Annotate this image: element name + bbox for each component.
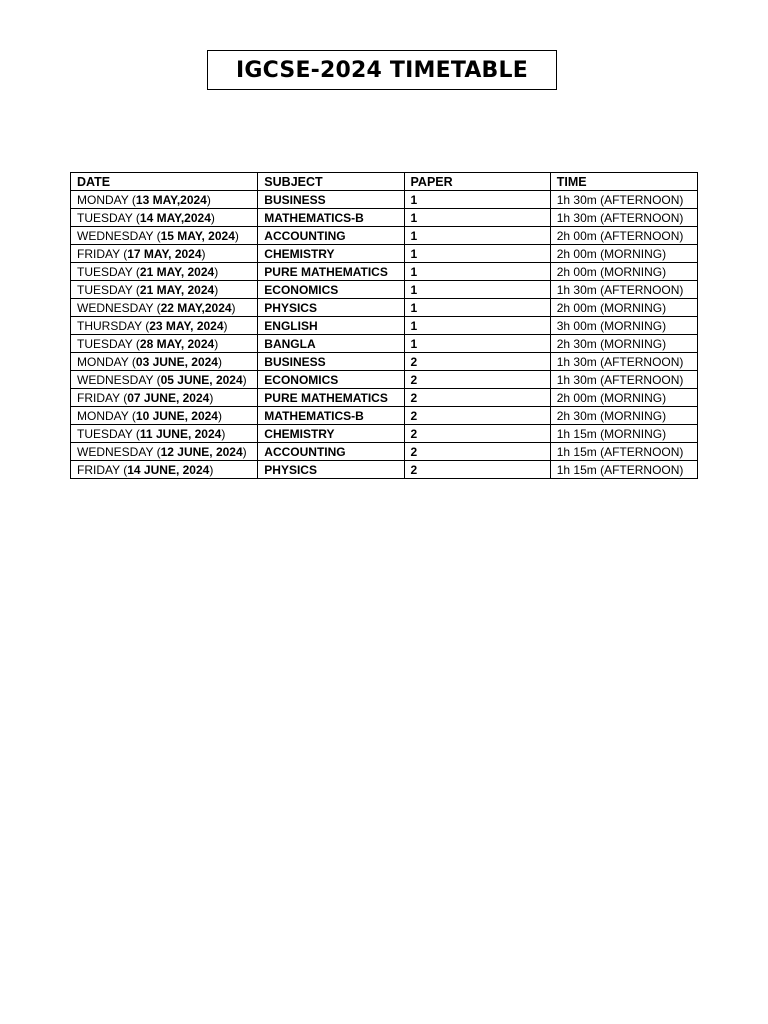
cell-day-name: FRIDAY bbox=[77, 246, 120, 261]
cell-day-name: FRIDAY bbox=[77, 390, 120, 405]
cell-time: 1h 15m (MORNING) bbox=[550, 425, 697, 443]
table-row bbox=[71, 407, 698, 425]
table-row bbox=[71, 245, 698, 263]
cell-date-value: 15 MAY, 2024 bbox=[160, 228, 235, 243]
table-row bbox=[71, 227, 698, 245]
cell-subject: ACCOUNTING bbox=[258, 227, 404, 245]
header-date: DATE bbox=[71, 173, 258, 191]
cell-paper: 2 bbox=[404, 425, 550, 443]
cell-day-name: MONDAY bbox=[77, 354, 129, 369]
cell-day-name: TUESDAY bbox=[77, 426, 133, 441]
cell-date-value: 21 MAY, 2024 bbox=[139, 264, 215, 279]
cell-subject: PURE MATHEMATICS bbox=[258, 263, 404, 281]
cell-subject: ENGLISH bbox=[258, 317, 404, 335]
cell-date-value: 11 JUNE, 2024 bbox=[139, 426, 222, 441]
table-row bbox=[71, 317, 698, 335]
table-row bbox=[71, 299, 698, 317]
cell-date: THURSDAY (23 MAY, 2024) bbox=[71, 317, 258, 335]
cell-paper: 1 bbox=[404, 191, 550, 209]
cell-subject: BANGLA bbox=[258, 335, 404, 353]
cell-paper: 2 bbox=[404, 461, 550, 479]
title-box bbox=[207, 50, 557, 90]
cell-paper: 1 bbox=[404, 245, 550, 263]
table-row bbox=[71, 443, 698, 461]
cell-time: 1h 30m (AFTERNOON) bbox=[550, 353, 697, 371]
cell-day-name: TUESDAY bbox=[77, 282, 133, 297]
cell-subject: CHEMISTRY bbox=[258, 245, 404, 263]
table-row bbox=[71, 371, 698, 389]
table-row bbox=[71, 353, 698, 371]
table-row bbox=[71, 389, 698, 407]
cell-paper: 1 bbox=[404, 209, 550, 227]
cell-time: 1h 30m (AFTERNOON) bbox=[550, 209, 697, 227]
cell-time: 2h 00m (AFTERNOON) bbox=[550, 227, 697, 245]
cell-date: TUESDAY (11 JUNE, 2024) bbox=[71, 425, 258, 443]
cell-date: WEDNESDAY (15 MAY, 2024) bbox=[71, 227, 258, 245]
cell-date: FRIDAY (14 JUNE, 2024) bbox=[71, 461, 258, 479]
table-row bbox=[71, 209, 698, 227]
table-row bbox=[71, 191, 698, 209]
cell-subject: ECONOMICS bbox=[258, 281, 404, 299]
cell-paper: 2 bbox=[404, 407, 550, 425]
cell-time: 2h 30m (MORNING) bbox=[550, 407, 697, 425]
cell-subject: PHYSICS bbox=[258, 299, 404, 317]
cell-paper: 1 bbox=[404, 317, 550, 335]
cell-date-value: 22 MAY,2024 bbox=[160, 300, 232, 315]
table-row bbox=[71, 281, 698, 299]
cell-date-value: 17 MAY, 2024 bbox=[127, 246, 202, 261]
cell-date-value: 21 MAY, 2024 bbox=[139, 282, 215, 297]
cell-paper: 1 bbox=[404, 335, 550, 353]
cell-day-name: TUESDAY bbox=[77, 210, 133, 225]
table-row bbox=[71, 461, 698, 479]
table-row bbox=[71, 425, 698, 443]
cell-paper: 2 bbox=[404, 389, 550, 407]
cell-subject: BUSINESS bbox=[258, 191, 404, 209]
cell-subject: PHYSICS bbox=[258, 461, 404, 479]
header-subject: SUBJECT bbox=[258, 173, 404, 191]
cell-date-value: 13 MAY,2024 bbox=[135, 192, 207, 207]
cell-paper: 2 bbox=[404, 443, 550, 461]
timetable-header bbox=[71, 173, 698, 191]
cell-date: MONDAY (13 MAY,2024) bbox=[71, 191, 258, 209]
cell-time: 2h 00m (MORNING) bbox=[550, 389, 697, 407]
cell-time: 2h 00m (MORNING) bbox=[550, 299, 697, 317]
cell-date-value: 14 MAY,2024 bbox=[139, 210, 211, 225]
timetable bbox=[70, 172, 698, 479]
cell-date: TUESDAY (21 MAY, 2024) bbox=[71, 281, 258, 299]
cell-paper: 1 bbox=[404, 227, 550, 245]
cell-subject: CHEMISTRY bbox=[258, 425, 404, 443]
cell-day-name: TUESDAY bbox=[77, 264, 133, 279]
cell-day-name: WEDNESDAY bbox=[77, 372, 154, 387]
cell-paper: 2 bbox=[404, 353, 550, 371]
cell-date: TUESDAY (21 MAY, 2024) bbox=[71, 263, 258, 281]
cell-time: 1h 15m (AFTERNOON) bbox=[550, 461, 697, 479]
cell-date-value: 03 JUNE, 2024 bbox=[135, 354, 218, 369]
timetable-body bbox=[71, 191, 698, 479]
cell-day-name: WEDNESDAY bbox=[77, 228, 154, 243]
cell-date: MONDAY (03 JUNE, 2024) bbox=[71, 353, 258, 371]
cell-day-name: MONDAY bbox=[77, 408, 129, 423]
cell-date-value: 07 JUNE, 2024 bbox=[127, 390, 210, 405]
cell-subject: MATHEMATICS-B bbox=[258, 407, 404, 425]
cell-subject: ACCOUNTING bbox=[258, 443, 404, 461]
table-row bbox=[71, 335, 698, 353]
cell-time: 3h 00m (MORNING) bbox=[550, 317, 697, 335]
cell-date: FRIDAY (17 MAY, 2024) bbox=[71, 245, 258, 263]
header-time: TIME bbox=[550, 173, 697, 191]
cell-time: 1h 15m (AFTERNOON) bbox=[550, 443, 697, 461]
cell-date-value: 12 JUNE, 2024 bbox=[160, 444, 243, 459]
cell-subject: ECONOMICS bbox=[258, 371, 404, 389]
cell-day-name: TUESDAY bbox=[77, 336, 133, 351]
cell-subject: BUSINESS bbox=[258, 353, 404, 371]
cell-date: WEDNESDAY (12 JUNE, 2024) bbox=[71, 443, 258, 461]
cell-date: WEDNESDAY (05 JUNE, 2024) bbox=[71, 371, 258, 389]
cell-date: TUESDAY (28 MAY, 2024) bbox=[71, 335, 258, 353]
cell-time: 1h 30m (AFTERNOON) bbox=[550, 281, 697, 299]
cell-day-name: WEDNESDAY bbox=[77, 300, 154, 315]
header-paper: PAPER bbox=[404, 173, 550, 191]
cell-time: 1h 30m (AFTERNOON) bbox=[550, 371, 697, 389]
cell-time: 2h 00m (MORNING) bbox=[550, 245, 697, 263]
cell-date: FRIDAY (07 JUNE, 2024) bbox=[71, 389, 258, 407]
cell-date-value: 28 MAY, 2024 bbox=[139, 336, 215, 351]
cell-time: 2h 30m (MORNING) bbox=[550, 335, 697, 353]
cell-date: WEDNESDAY (22 MAY,2024) bbox=[71, 299, 258, 317]
cell-day-name: FRIDAY bbox=[77, 462, 120, 477]
cell-date-value: 14 JUNE, 2024 bbox=[127, 462, 210, 477]
cell-date: MONDAY (10 JUNE, 2024) bbox=[71, 407, 258, 425]
cell-subject: PURE MATHEMATICS bbox=[258, 389, 404, 407]
cell-day-name: THURSDAY bbox=[77, 318, 142, 333]
cell-paper: 1 bbox=[404, 281, 550, 299]
cell-time: 2h 00m (MORNING) bbox=[550, 263, 697, 281]
cell-paper: 2 bbox=[404, 371, 550, 389]
cell-subject: MATHEMATICS-B bbox=[258, 209, 404, 227]
cell-date-value: 05 JUNE, 2024 bbox=[160, 372, 243, 387]
cell-day-name: MONDAY bbox=[77, 192, 129, 207]
header-row bbox=[71, 173, 698, 191]
page-title: IGCSE-2024 TIMETABLE bbox=[236, 57, 528, 83]
cell-date: TUESDAY (14 MAY,2024) bbox=[71, 209, 258, 227]
cell-paper: 1 bbox=[404, 299, 550, 317]
cell-date-value: 10 JUNE, 2024 bbox=[135, 408, 218, 423]
cell-paper: 1 bbox=[404, 263, 550, 281]
cell-date-value: 23 MAY, 2024 bbox=[149, 318, 224, 333]
cell-day-name: WEDNESDAY bbox=[77, 444, 154, 459]
cell-time: 1h 30m (AFTERNOON) bbox=[550, 191, 697, 209]
table-row bbox=[71, 263, 698, 281]
